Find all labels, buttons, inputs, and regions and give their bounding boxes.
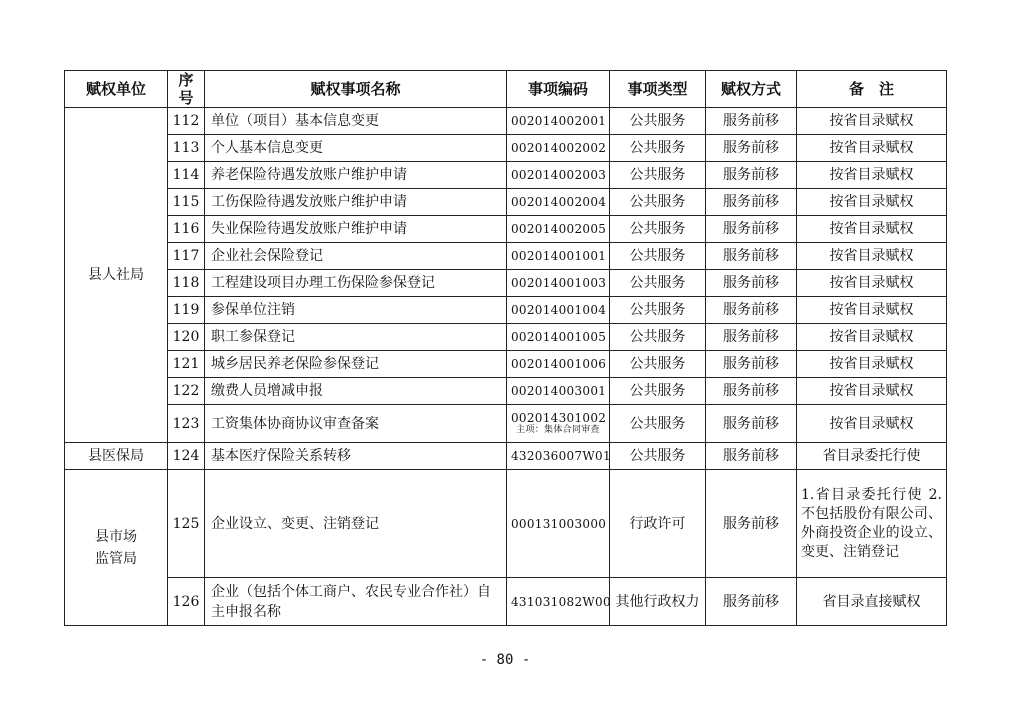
name-cell: 参保单位注销 [205,297,507,324]
note-cell: 省目录直接赋权 [797,578,947,626]
table-row [65,324,947,351]
mode-cell: 服务前移 [706,443,797,470]
type-cell: 公共服务 [610,243,706,270]
seq-cell: 122 [168,378,205,405]
name-cell: 企业设立、变更、注销登记 [205,470,507,578]
header-mode: 赋权方式 [706,71,797,108]
mode-cell: 服务前移 [706,470,797,578]
seq-cell: 112 [168,108,205,135]
seq-cell: 113 [168,135,205,162]
header-name: 赋权事项名称 [205,71,507,108]
code-cell: 002014001001 [507,243,610,270]
mode-cell: 服务前移 [706,162,797,189]
table-row [65,297,947,324]
seq-cell: 118 [168,270,205,297]
note-cell: 按省目录赋权 [797,108,947,135]
name-cell: 基本医疗保险关系转移 [205,443,507,470]
table-row [65,243,947,270]
mode-cell: 服务前移 [706,216,797,243]
header-seq: 序号 [168,71,205,108]
note-cell: 按省目录赋权 [797,243,947,270]
mode-cell: 服务前移 [706,297,797,324]
type-cell: 公共服务 [610,297,706,324]
name-cell: 工资集体协商协议审查备案 [205,405,507,443]
mode-cell: 服务前移 [706,189,797,216]
name-cell: 企业（包括个体工商户、农民专业合作社）自主申报名称 [205,578,507,626]
mode-cell: 服务前移 [706,135,797,162]
note-cell: 省目录委托行使 [797,443,947,470]
type-cell: 公共服务 [610,135,706,162]
note-cell: 按省目录赋权 [797,297,947,324]
mode-cell: 服务前移 [706,351,797,378]
name-cell: 职工参保登记 [205,324,507,351]
dept-cell: 县医保局 [65,443,168,470]
table-row [65,578,947,626]
type-cell: 行政许可 [610,470,706,578]
type-cell: 公共服务 [610,324,706,351]
code-cell: 002014002002 [507,135,610,162]
name-cell: 缴费人员增减申报 [205,378,507,405]
table-row [65,378,947,405]
code-cell: 432036007W01 [507,443,610,470]
header-note: 备 注 [797,71,947,108]
name-cell: 单位（项目）基本信息变更 [205,108,507,135]
seq-cell: 115 [168,189,205,216]
header-unit: 赋权单位 [65,71,168,108]
table-row [65,443,947,470]
code-sub: 主项：集体合同审查 [516,425,600,435]
note-cell: 按省目录赋权 [797,216,947,243]
code-cell: 002014002003 [507,162,610,189]
type-cell: 公共服务 [610,270,706,297]
type-cell: 公共服务 [610,216,706,243]
type-cell: 公共服务 [610,162,706,189]
note-cell: 1.省目录委托行使 2.不包括股份有限公司、外商投资企业的设立、变更、注销登记 [797,470,947,578]
page-number: - 80 - [479,652,531,668]
table-row [65,162,947,189]
note-cell: 按省目录赋权 [797,270,947,297]
mode-cell: 服务前移 [706,324,797,351]
name-cell: 养老保险待遇发放账户维护申请 [205,162,507,189]
type-cell: 公共服务 [610,405,706,443]
table-row [65,135,947,162]
table-row [65,351,947,378]
table-row [65,216,947,243]
code-main: 002014301002 [511,411,607,425]
code-cell [507,405,610,443]
seq-cell: 120 [168,324,205,351]
name-cell: 工程建设项目办理工伤保险参保登记 [205,270,507,297]
code-cell: 002014001003 [507,270,610,297]
code-cell: 002014002005 [507,216,610,243]
seq-cell: 124 [168,443,205,470]
code-cell: 002014002001 [507,108,610,135]
header-type: 事项类型 [610,71,706,108]
note-cell: 按省目录赋权 [797,405,947,443]
name-cell: 城乡居民养老保险参保登记 [205,351,507,378]
type-cell: 公共服务 [610,189,706,216]
dept-cell: 县市场 监管局 [65,470,168,626]
code-cell: 431031082W00 [507,578,610,626]
note-cell: 按省目录赋权 [797,324,947,351]
seq-cell: 125 [168,470,205,578]
seq-cell: 123 [168,405,205,443]
mode-cell: 服务前移 [706,405,797,443]
authorization-table [64,70,947,626]
code-cell: 002014001005 [507,324,610,351]
mode-cell: 服务前移 [706,243,797,270]
name-cell: 企业社会保险登记 [205,243,507,270]
name-cell: 失业保险待遇发放账户维护申请 [205,216,507,243]
header-code: 事项编码 [507,71,610,108]
name-cell: 个人基本信息变更 [205,135,507,162]
table-row [65,189,947,216]
note-cell: 按省目录赋权 [797,351,947,378]
code-cell: 000131003000 [507,470,610,578]
seq-cell: 114 [168,162,205,189]
type-cell: 公共服务 [610,443,706,470]
seq-cell: 116 [168,216,205,243]
dept-cell: 县人社局 [65,108,168,443]
code-cell: 002014002004 [507,189,610,216]
type-cell: 公共服务 [610,351,706,378]
note-cell: 按省目录赋权 [797,135,947,162]
code-cell: 002014001006 [507,351,610,378]
type-cell: 其他行政权力 [610,578,706,626]
mode-cell: 服务前移 [706,378,797,405]
code-cell: 002014001004 [507,297,610,324]
table-header-row [65,71,947,108]
type-cell: 公共服务 [610,378,706,405]
mode-cell: 服务前移 [706,578,797,626]
seq-cell: 121 [168,351,205,378]
mode-cell: 服务前移 [706,108,797,135]
table-row [65,405,947,443]
code-cell: 002014003001 [507,378,610,405]
note-cell: 按省目录赋权 [797,378,947,405]
seq-cell: 119 [168,297,205,324]
type-cell: 公共服务 [610,108,706,135]
note-cell: 按省目录赋权 [797,189,947,216]
mode-cell: 服务前移 [706,270,797,297]
seq-cell: 126 [168,578,205,626]
note-cell: 按省目录赋权 [797,162,947,189]
table-row [65,470,947,578]
table-row [65,108,947,135]
name-cell: 工伤保险待遇发放账户维护申请 [205,189,507,216]
seq-cell: 117 [168,243,205,270]
table-row [65,270,947,297]
